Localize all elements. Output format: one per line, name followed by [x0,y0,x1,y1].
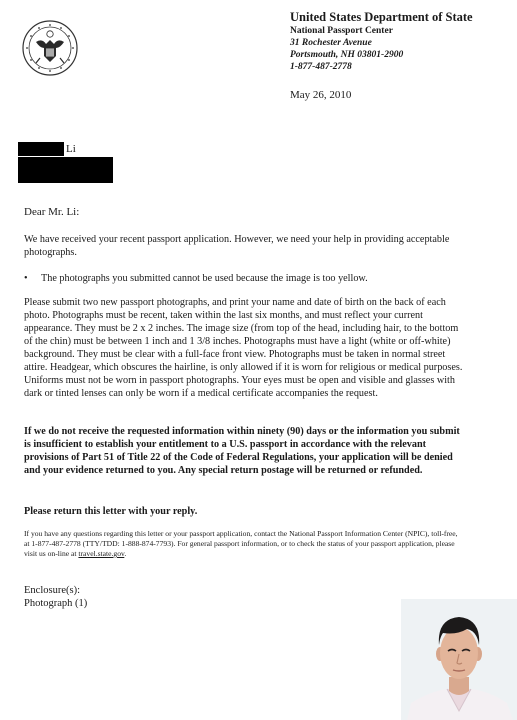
return-instruction: Please return this letter with your reply. [24,506,198,517]
paragraph-requirements: Please submit two new passport photographs, and print your name and date of birth on the back of each photo. Photographs must be recent, taken within the last six months, and must reflect your current appearance. They must be 2 x 2 inches. The image size (from top of the head, including hair, to the bottom of the chin) must be between 1 inch and 1 3/8 inches. Photographs must have a light (white or off-white) background. They must be clear with a full-face front view. Photographs must be taken in normal street attire. Headgear, which obscures the hairline, is only allowed if it is worn for religious or medical purposes. Uniforms must not be worn in passport photographs. Your eyes must be open and visible and glasses with dark or tinted lenses can only be worn if a medical certificate accompanies the request. [24,297,463,399]
street-address: 31 Rochester Avenue [290,38,372,48]
enclosure-block [24,584,87,610]
contact-info [24,529,464,559]
contact-text: If you have any questions regarding this letter or your passport application, contact the National Passport Information Center (NPIC), toll-free, at 1-877-487-2778 (TTY/TDD: 1-888-874-7793). For general passport information, or to check the status of your passport application, please visit us on-line at [24,529,458,558]
passport-photo-man [401,599,517,720]
state-department-seal-icon [22,20,78,76]
redacted-first-name [18,142,64,156]
bullet-icon: • [24,273,28,284]
salutation: Dear Mr. Li: [24,206,80,218]
center-name: National Passport Center [290,26,393,36]
enclosure-heading: Enclosure(s): [24,585,80,596]
redacted-address [18,157,113,183]
phone-number: 1-877-487-2778 [290,62,352,72]
paragraph-intro: We have received your recent passport application. However, we need your help in providing acceptable photographs. [24,234,450,258]
website-link[interactable]: travel.state.gov [78,549,125,558]
department-name: United States Department of State [290,10,473,24]
contact-end: . [124,549,127,558]
enclosure-item: Photograph (1) [24,598,88,609]
passport-photo [401,599,517,720]
letter-date: May 26, 2010 [290,89,352,101]
bullet-text: The photographs you submitted cannot be used because the image is too yellow. [41,273,368,284]
addressee-surname: Li [66,143,76,155]
paragraph-warning: If we do not receive the requested information within ninety (90) days or the information you submit is insufficient to establish your entitlement to a U.S. passport in accordance with the relevant provisions of Part 51 of Title 22 of the Code of Federal Regulations, your application will be denied and your evidence returned to you. Any special return postage will be returned or refunded. [24,426,460,476]
city-address: Portsmouth, NH 03801-2900 [290,50,404,60]
letterhead [290,10,512,73]
